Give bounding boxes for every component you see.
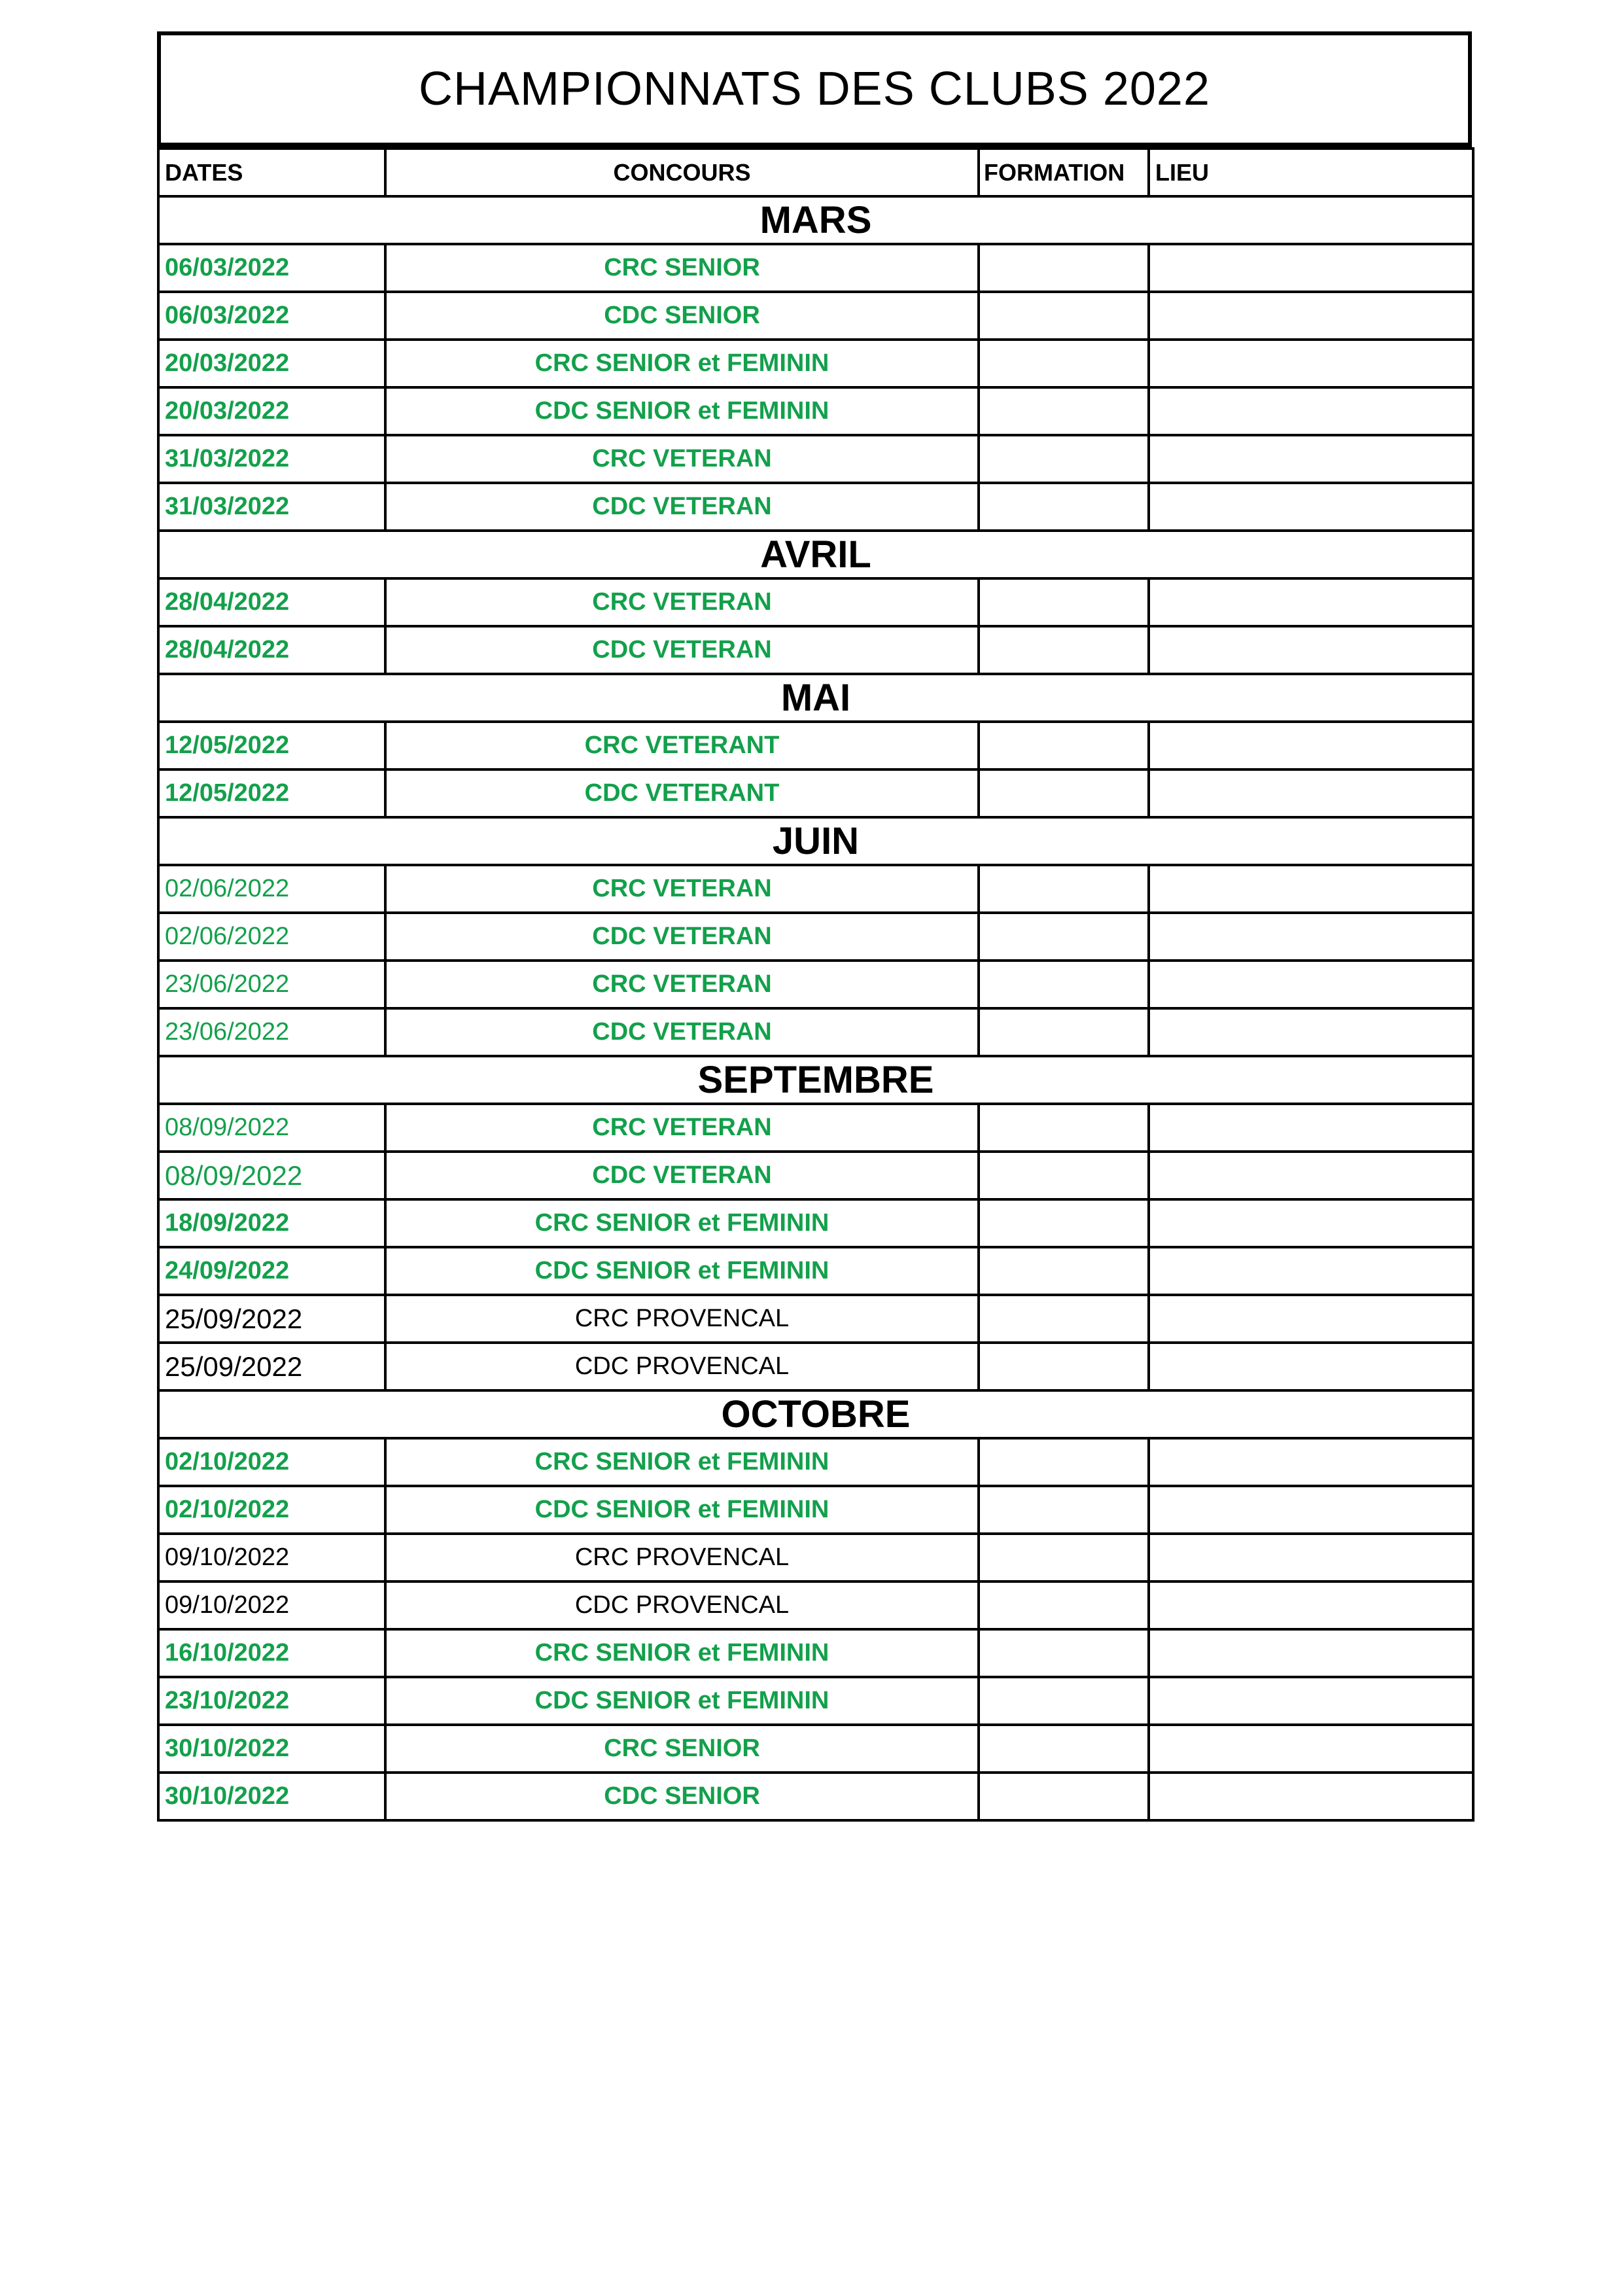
lieu-cell <box>1149 1008 1473 1056</box>
concours-cell: CRC VETERANT <box>385 722 979 769</box>
table-row <box>158 387 1473 435</box>
date-cell: 09/10/2022 <box>158 1534 385 1581</box>
formation-cell <box>979 913 1149 961</box>
lieu-cell <box>1149 722 1473 769</box>
header-dates: DATES <box>158 149 385 196</box>
lieu-cell <box>1149 1534 1473 1581</box>
lieu-cell <box>1149 1295 1473 1343</box>
date-cell: 31/03/2022 <box>158 435 385 483</box>
formation-cell <box>979 1104 1149 1152</box>
table-row <box>158 722 1473 769</box>
lieu-cell <box>1149 1677 1473 1725</box>
table-row <box>158 1343 1473 1390</box>
concours-cell: CRC VETERAN <box>385 1104 979 1152</box>
concours-cell: CDC SENIOR et FEMININ <box>385 1486 979 1534</box>
concours-cell: CDC VETERAN <box>385 1008 979 1056</box>
month-heading: MARS <box>158 196 1473 244</box>
month-row <box>158 531 1473 578</box>
date-cell: 20/03/2022 <box>158 340 385 387</box>
table-row <box>158 340 1473 387</box>
concours-cell: CDC SENIOR et FEMININ <box>385 387 979 435</box>
table-row <box>158 244 1473 292</box>
date-cell: 23/06/2022 <box>158 961 385 1008</box>
lieu-cell <box>1149 1104 1473 1152</box>
concours-cell: CRC SENIOR et FEMININ <box>385 340 979 387</box>
table-row <box>158 292 1473 340</box>
table-row <box>158 1534 1473 1581</box>
date-cell: 06/03/2022 <box>158 244 385 292</box>
table-row <box>158 1104 1473 1152</box>
date-cell: 23/10/2022 <box>158 1677 385 1725</box>
date-cell: 20/03/2022 <box>158 387 385 435</box>
date-cell: 08/09/2022 <box>158 1152 385 1199</box>
lieu-cell <box>1149 387 1473 435</box>
concours-cell: CDC VETERAN <box>385 626 979 674</box>
formation-cell <box>979 1295 1149 1343</box>
lieu-cell <box>1149 340 1473 387</box>
concours-cell: CRC SENIOR et FEMININ <box>385 1199 979 1247</box>
month-heading: MAI <box>158 674 1473 722</box>
lieu-cell <box>1149 1247 1473 1295</box>
table-row <box>158 913 1473 961</box>
formation-cell <box>979 292 1149 340</box>
lieu-cell <box>1149 961 1473 1008</box>
concours-cell: CDC SENIOR <box>385 292 979 340</box>
concours-cell: CDC VETERAN <box>385 1152 979 1199</box>
lieu-cell <box>1149 483 1473 531</box>
lieu-cell <box>1149 865 1473 913</box>
formation-cell <box>979 387 1149 435</box>
month-row <box>158 196 1473 244</box>
concours-cell: CDC VETERANT <box>385 769 979 817</box>
lieu-cell <box>1149 244 1473 292</box>
formation-cell <box>979 722 1149 769</box>
lieu-cell <box>1149 913 1473 961</box>
lieu-cell <box>1149 1773 1473 1820</box>
formation-cell <box>979 1438 1149 1486</box>
formation-cell <box>979 1773 1149 1820</box>
formation-cell <box>979 1677 1149 1725</box>
lieu-cell <box>1149 435 1473 483</box>
table-row <box>158 435 1473 483</box>
lieu-cell <box>1149 1438 1473 1486</box>
month-row <box>158 674 1473 722</box>
table-row <box>158 961 1473 1008</box>
lieu-cell <box>1149 769 1473 817</box>
concours-cell: CDC SENIOR et FEMININ <box>385 1677 979 1725</box>
concours-cell: CDC VETERAN <box>385 483 979 531</box>
lieu-cell <box>1149 1629 1473 1677</box>
month-row <box>158 1056 1473 1104</box>
table-row <box>158 865 1473 913</box>
table-row <box>158 578 1473 626</box>
date-cell: 18/09/2022 <box>158 1199 385 1247</box>
table-row <box>158 1725 1473 1773</box>
lieu-cell <box>1149 1725 1473 1773</box>
formation-cell <box>979 769 1149 817</box>
formation-cell <box>979 1008 1149 1056</box>
table-row <box>158 769 1473 817</box>
concours-cell: CRC SENIOR <box>385 244 979 292</box>
concours-cell: CRC PROVENCAL <box>385 1534 979 1581</box>
formation-cell <box>979 1725 1149 1773</box>
formation-cell <box>979 483 1149 531</box>
date-cell: 25/09/2022 <box>158 1343 385 1390</box>
formation-cell <box>979 1343 1149 1390</box>
month-heading: SEPTEMBRE <box>158 1056 1473 1104</box>
concours-cell: CRC VETERAN <box>385 961 979 1008</box>
formation-cell <box>979 1581 1149 1629</box>
schedule-table <box>157 147 1475 1822</box>
lieu-cell <box>1149 292 1473 340</box>
date-cell: 02/10/2022 <box>158 1486 385 1534</box>
date-cell: 02/06/2022 <box>158 913 385 961</box>
document-title: CHAMPIONNATS DES CLUBS 2022 <box>157 31 1472 147</box>
concours-cell: CDC PROVENCAL <box>385 1343 979 1390</box>
table-row <box>158 1247 1473 1295</box>
concours-cell: CRC VETERAN <box>385 578 979 626</box>
header-formation: FORMATION <box>979 149 1149 196</box>
formation-cell <box>979 435 1149 483</box>
date-cell: 30/10/2022 <box>158 1773 385 1820</box>
month-heading: JUIN <box>158 817 1473 865</box>
lieu-cell <box>1149 1199 1473 1247</box>
concours-cell: CRC SENIOR et FEMININ <box>385 1629 979 1677</box>
date-cell: 23/06/2022 <box>158 1008 385 1056</box>
formation-cell <box>979 1247 1149 1295</box>
table-row <box>158 1152 1473 1199</box>
date-cell: 12/05/2022 <box>158 769 385 817</box>
table-row <box>158 1486 1473 1534</box>
lieu-cell <box>1149 1486 1473 1534</box>
header-lieu: LIEU <box>1149 149 1473 196</box>
table-row <box>158 1199 1473 1247</box>
formation-cell <box>979 244 1149 292</box>
formation-cell <box>979 578 1149 626</box>
formation-cell <box>979 1629 1149 1677</box>
lieu-cell <box>1149 578 1473 626</box>
concours-cell: CRC VETERAN <box>385 865 979 913</box>
concours-cell: CRC SENIOR <box>385 1725 979 1773</box>
date-cell: 31/03/2022 <box>158 483 385 531</box>
concours-cell: CDC PROVENCAL <box>385 1581 979 1629</box>
date-cell: 16/10/2022 <box>158 1629 385 1677</box>
table-row <box>158 1438 1473 1486</box>
table-row <box>158 1008 1473 1056</box>
concours-cell: CDC SENIOR et FEMININ <box>385 1247 979 1295</box>
date-cell: 28/04/2022 <box>158 626 385 674</box>
formation-cell <box>979 340 1149 387</box>
header-row <box>158 149 1473 196</box>
lieu-cell <box>1149 1343 1473 1390</box>
concours-cell: CRC SENIOR et FEMININ <box>385 1438 979 1486</box>
formation-cell <box>979 1486 1149 1534</box>
month-row <box>158 1390 1473 1438</box>
concours-cell: CDC SENIOR <box>385 1773 979 1820</box>
header-concours: CONCOURS <box>385 149 979 196</box>
formation-cell <box>979 1152 1149 1199</box>
date-cell: 30/10/2022 <box>158 1725 385 1773</box>
formation-cell <box>979 865 1149 913</box>
formation-cell <box>979 1199 1149 1247</box>
date-cell: 12/05/2022 <box>158 722 385 769</box>
date-cell: 06/03/2022 <box>158 292 385 340</box>
table-row <box>158 1773 1473 1820</box>
table-row <box>158 626 1473 674</box>
concours-cell: CDC VETERAN <box>385 913 979 961</box>
month-heading: OCTOBRE <box>158 1390 1473 1438</box>
concours-cell: CRC VETERAN <box>385 435 979 483</box>
table-row <box>158 1629 1473 1677</box>
formation-cell <box>979 1534 1149 1581</box>
lieu-cell <box>1149 626 1473 674</box>
table-row <box>158 1581 1473 1629</box>
lieu-cell <box>1149 1581 1473 1629</box>
schedule-sheet <box>157 31 1472 1822</box>
date-cell: 28/04/2022 <box>158 578 385 626</box>
date-cell: 08/09/2022 <box>158 1104 385 1152</box>
formation-cell <box>979 626 1149 674</box>
date-cell: 02/10/2022 <box>158 1438 385 1486</box>
date-cell: 02/06/2022 <box>158 865 385 913</box>
month-row <box>158 817 1473 865</box>
month-heading: AVRIL <box>158 531 1473 578</box>
date-cell: 24/09/2022 <box>158 1247 385 1295</box>
table-row <box>158 1295 1473 1343</box>
lieu-cell <box>1149 1152 1473 1199</box>
concours-cell: CRC PROVENCAL <box>385 1295 979 1343</box>
date-cell: 25/09/2022 <box>158 1295 385 1343</box>
formation-cell <box>979 961 1149 1008</box>
date-cell: 09/10/2022 <box>158 1581 385 1629</box>
table-row <box>158 1677 1473 1725</box>
table-row <box>158 483 1473 531</box>
